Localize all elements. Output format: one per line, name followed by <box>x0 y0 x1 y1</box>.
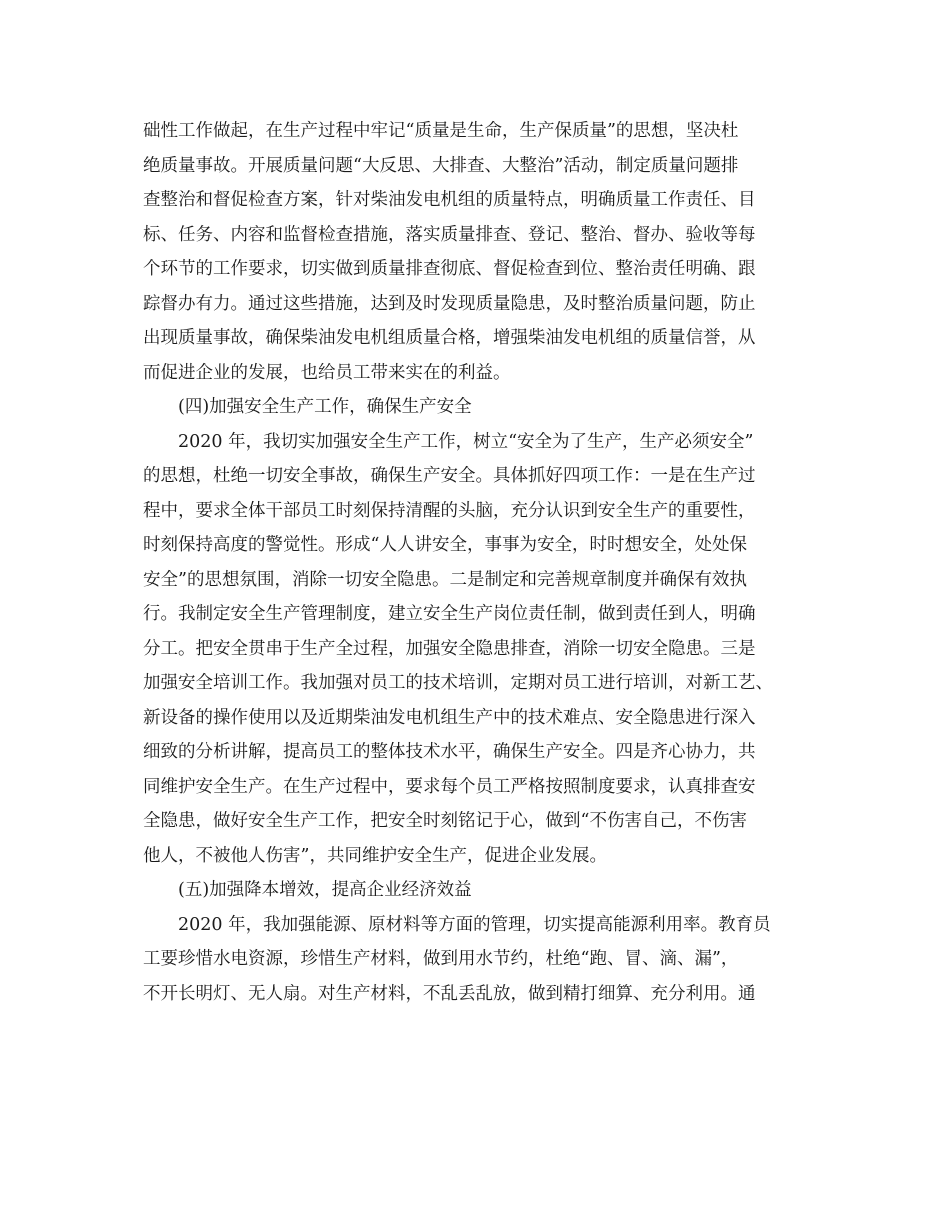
body-text-line: 时刻保持高度的警觉性。形成“人人讲安全，事事为安全，时时想安全，处处保 <box>143 535 747 555</box>
body-text-line: 查整治和督促检查方案，针对柴油发电机组的质量特点，明确质量工作责任、目 <box>143 190 756 210</box>
body-text-line: 程中，要求全体干部员工时刻保持清醒的头脑，充分认识到安全生产的重要性， <box>143 501 756 521</box>
body-text-line: 2020 年，我加强能源、原材料等方面的管理，切实提高能源利用率。教育员 <box>178 915 771 935</box>
body-text-line: 加强安全培训工作。我加强对员工的技术培训，定期对员工进行培训，对新工艺、 <box>143 673 773 693</box>
body-text-line: 细致的分析讲解，提高员工的整体技术水平，确保生产安全。四是齐心协力，共 <box>143 742 756 762</box>
body-text-line: 新设备的操作使用以及近期柴油发电机组生产中的技术难点、安全隐患进行深入 <box>143 708 756 728</box>
body-text-line: 个环节的工作要求，切实做到质量排查彻底、督促检查到位、整治责任明确、跟 <box>143 259 756 279</box>
body-text-line: 踪督办有力。通过这些措施，达到及时发现质量隐患，及时整治质量问题，防止 <box>143 294 756 314</box>
body-text-line: 工要珍惜水电资源，珍惜生产材料，做到用水节约，杜绝“跑、冒、滴、漏”， <box>143 949 739 969</box>
body-text-line: 安全”的思想氛围，消除一切安全隐患。二是制定和完善规章制度并确保有效执 <box>143 570 747 590</box>
section-heading: (四)加强安全生产工作，确保生产安全 <box>178 397 472 417</box>
body-text-line: 行。我制定安全生产管理制度，建立安全生产岗位责任制，做到责任到人，明确 <box>143 604 756 624</box>
body-text-line: 础性工作做起，在生产过程中牢记“质量是生命，生产保质量”的思想，坚决杜 <box>143 121 739 141</box>
body-text-line: 而促进企业的发展，也给员工带来实在的利益。 <box>143 363 511 383</box>
body-text-line: 绝质量事故。开展质量问题“大反思、大排查、大整治”活动，制定质量问题排 <box>143 156 739 176</box>
body-text-line: 全隐患，做好安全生产工作，把安全时刻铭记于心，做到“不伤害自己，不伤害 <box>143 811 747 831</box>
body-text-line: 分工。把安全贯串于生产全过程，加强安全隐患排查，消除一切安全隐患。三是 <box>143 639 756 659</box>
section-heading: (五)加强降本增效，提高企业经济效益 <box>178 880 472 900</box>
body-text-line: 出现质量事故，确保柴油发电机组质量合格，增强柴油发电机组的质量信誉，从 <box>143 328 756 348</box>
body-text-line: 他人，不被他人伤害”，共同维护安全生产，促进企业发展。 <box>143 846 607 866</box>
body-text-line: 的思想，杜绝一切安全事故，确保生产安全。具体抓好四项工作：一是在生产过 <box>143 466 756 486</box>
body-text-line: 2020 年，我切实加强安全生产工作，树立“安全为了生产，生产必须安全” <box>178 432 754 452</box>
body-text-line: 标、任务、内容和监督检查措施，落实质量排查、登记、整治、督办、验收等每 <box>143 225 756 245</box>
body-text-line: 同维护安全生产。在生产过程中，要求每个员工严格按照制度要求，认真排查安 <box>143 777 756 797</box>
body-text-line: 不开长明灯、无人扇。对生产材料，不乱丢乱放，做到精打细算、充分利用。通 <box>143 984 756 1004</box>
